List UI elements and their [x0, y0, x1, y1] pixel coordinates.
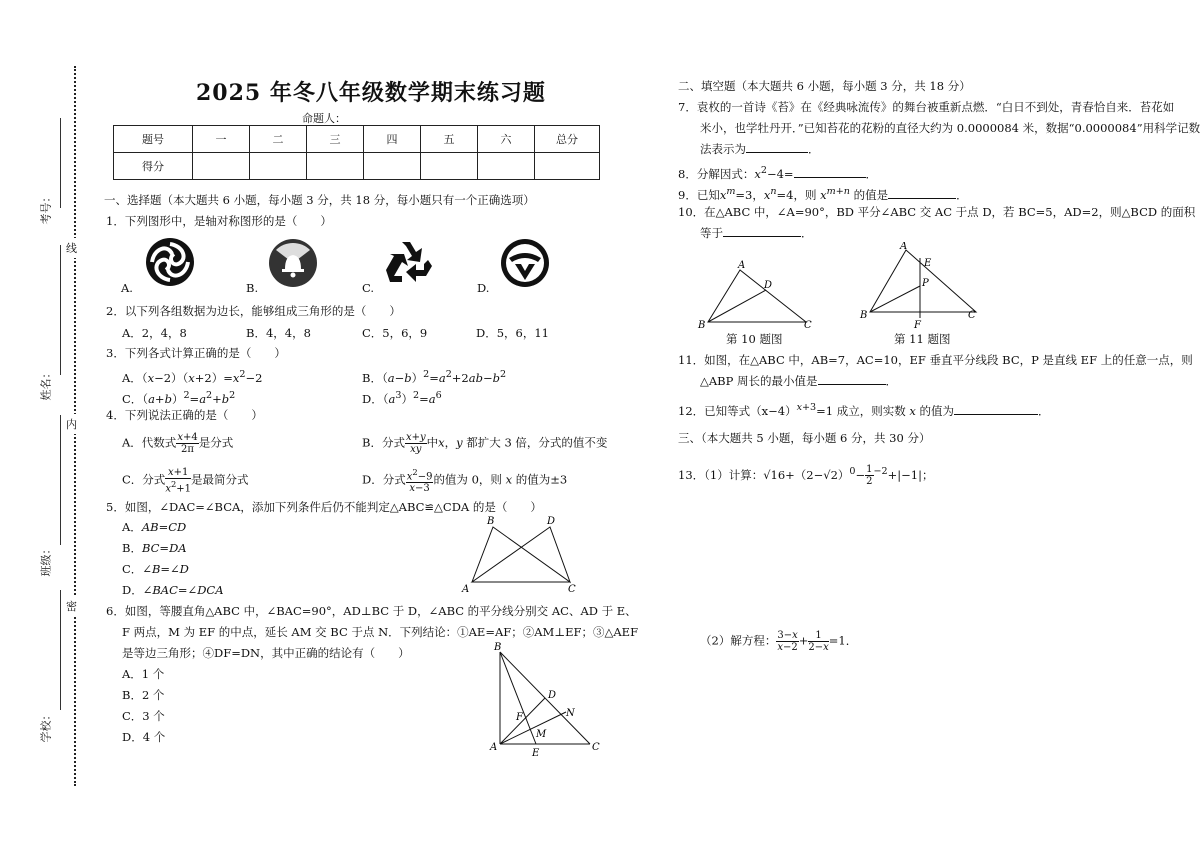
svg-text:A: A — [900, 242, 908, 252]
svg-text:N: N — [566, 708, 575, 719]
score-input-cell[interactable] — [193, 153, 250, 180]
q10-line2: 等于 ． — [700, 226, 813, 240]
q1-option-a: A. — [121, 281, 133, 295]
author-label: 命题人： — [302, 112, 346, 125]
q4-stem: 4．下列说法正确的是（ ） — [106, 408, 263, 422]
q11-figure — [856, 242, 986, 334]
q3-stem: 3．下列各式计算正确的是（ ） — [106, 346, 286, 360]
q5-option-d: D．∠BAC=∠DCA — [122, 583, 224, 597]
score-table-header-row — [114, 126, 600, 153]
svg-text:E: E — [532, 748, 540, 758]
q11-answer-blank[interactable] — [818, 374, 886, 385]
q9: 9．已知$x^m=3$，$x^n=4$，则 $x^{m+n}$ 的值是 ． — [678, 186, 968, 202]
swirl-logo-icon — [144, 236, 196, 288]
svg-text:M: M — [536, 729, 547, 740]
q6-figure — [486, 640, 606, 758]
score-table — [113, 125, 600, 180]
q5-option-a: A．AB=CD — [122, 520, 187, 534]
q6-option-b: B．2 个 — [122, 688, 165, 702]
q10-answer-blank[interactable] — [723, 226, 801, 237]
q1-option-b: B. — [246, 281, 259, 295]
q3-option-c: C．$(a+b)^2=a^2+b^2$ — [122, 390, 236, 406]
svg-text:A: A — [738, 260, 746, 271]
school-line — [60, 590, 61, 710]
q4-option-b: B．分式 $\frac{x+y}{xy}$ 中x，y 都扩大 3 倍，分式的值不变 — [362, 432, 608, 455]
class-label: 班级： — [39, 543, 52, 577]
svg-text:B: B — [494, 642, 502, 653]
score-input-cell[interactable] — [364, 153, 421, 180]
q7-line2: 米小，也学牡丹开．”已知苔花的花粉的直径大约为 0.0000084 米，数据“0.0000084”用科学记数 — [700, 121, 1200, 135]
svg-text:E: E — [924, 258, 932, 269]
score-cell: 总分 — [535, 126, 600, 153]
name-line — [60, 245, 61, 375]
svg-text:P: P — [922, 278, 929, 289]
q2-stem: 2．以下列各组数据为边长，能够组成三角形的是（ ） — [106, 304, 401, 318]
q3-option-b: B．$(a-b)^2=a^2+2ab-b^2$ — [362, 369, 507, 385]
q5-option-c: C．∠B=∠D — [122, 562, 189, 576]
seal-char-nei: 内 — [66, 414, 77, 434]
score-input-cell[interactable] — [478, 153, 535, 180]
svg-text:D: D — [764, 280, 773, 291]
q2-option-b: B．4，4，8 — [246, 326, 311, 340]
svg-text:B: B — [860, 310, 868, 321]
score-cell: 六 — [478, 126, 535, 153]
q2-option-d: D．5，6，11 — [476, 326, 549, 340]
q4-option-a: A．代数式 $\frac{x+4}{2\pi}$ 是分式 — [122, 432, 234, 455]
seal-char-xian: 线 — [66, 238, 77, 258]
q5-stem: 5．如图，∠DAC=∠BCA，添加下列条件后仍不能判定△ABC≌△CDA 的是（ ） — [106, 500, 542, 514]
q13-part1: 13．（1）计算：$√16+(2-√2)^0-$ $\frac{1}{2}$ $^{-2}$+|−1|； — [678, 464, 934, 488]
score-cell: 一 — [193, 126, 250, 153]
q1-option-d: D. — [477, 281, 490, 295]
score-input-cell[interactable] — [535, 153, 600, 180]
q11-line2: △ABP 周长的最小值是 ． — [700, 374, 897, 388]
q2-option-a: A．2，4，8 — [122, 326, 187, 340]
q6-option-a: A．1 个 — [122, 667, 165, 681]
q6-line2: F 两点，M 为 EF 的中点，延长 AM 交 BC 于点 N．下列结论：①AE=AF；②AM⊥EF；③△AEF — [122, 625, 639, 639]
svg-text:D: D — [547, 516, 556, 527]
svg-text:B: B — [487, 516, 495, 527]
q1-stem: 1．下列图形中，是轴对称图形的是（ ） — [106, 214, 332, 228]
q7-line1: 7．袁枚的一首诗《苔》在《经典咏流传》的舞台被重新点燃．“白日不到处，青春恰自来．苔花如 — [678, 100, 1175, 114]
q4-option-d: D．分式 $\frac{x^2-9}{x-3}$ 的值为 0，则 x 的值为±3 — [362, 467, 568, 495]
section1-heading: 一、选择题（本大题共 6 小题，每小题 3 分，共 18 分，每小题只有一个正确选项） — [104, 193, 535, 207]
exam-number-label: 考号： — [39, 191, 52, 225]
score-row-label: 得分 — [114, 153, 193, 180]
score-table-score-row — [114, 153, 600, 180]
q12-answer-blank[interactable] — [954, 404, 1038, 415]
fig10-caption: 第 10 题图 — [726, 332, 783, 346]
svg-text:F: F — [914, 320, 921, 331]
svg-text:C: C — [568, 584, 576, 594]
q4-option-c: C．分式 $\frac{x+1}{x^2+1}$ 是最简分式 — [122, 467, 249, 495]
section3-heading: 三、（本大题共 5 小题，每小题 6 分，共 30 分） — [678, 431, 931, 445]
svg-text:A: A — [462, 584, 470, 594]
q5-figure — [460, 512, 585, 594]
svg-text:C: C — [804, 320, 812, 330]
recycle-icon — [380, 236, 438, 288]
q3-option-a: A．$(x-2)(x+2)=x^2-2$ — [122, 369, 263, 385]
svg-text:B: B — [698, 320, 706, 330]
svg-text:F: F — [516, 712, 523, 723]
svg-text:D: D — [548, 690, 557, 701]
section2-heading: 二、填空题（本大题共 6 小题，每小题 3 分，共 18 分） — [678, 79, 971, 93]
score-cell: 题号 — [114, 126, 193, 153]
school-label: 学校： — [39, 709, 52, 743]
q12: 12．已知等式$(x-4)^{x+3}=1$ 成立，则实数 x 的值为 ． — [678, 402, 1050, 418]
shield-logo-icon — [498, 236, 552, 290]
exam-title: 2025 年冬八年级数学期末练习题 — [196, 80, 546, 106]
q8: 8．分解因式：$x^2-4=$ ． — [678, 165, 878, 181]
q6-option-d: D．4 个 — [122, 730, 166, 744]
name-label: 姓名： — [39, 367, 52, 401]
score-cell: 三 — [307, 126, 364, 153]
fig11-caption: 第 11 题图 — [894, 332, 951, 346]
q6-line3: 是等边三角形；④DF=DN，其中正确的结论有（ ） — [122, 646, 410, 660]
exam-number-line — [60, 118, 61, 208]
q9-answer-blank[interactable] — [888, 188, 956, 199]
q1-option-c: C. — [362, 281, 375, 295]
q13-part2: （2）解方程： $\frac{3-x}{x-2}$ + $\frac{1}{2-x}$ =1． — [700, 630, 858, 653]
bell-logo-icon — [266, 236, 320, 290]
q6-line1: 6．如图，等腰直角△ABC 中，∠BAC=90°，AD⊥BC 于 D，∠ABC 的平分线分别交 AC、AD 于 E、 — [106, 604, 637, 618]
score-input-cell[interactable] — [250, 153, 307, 180]
score-cell: 五 — [421, 126, 478, 153]
q8-answer-blank[interactable] — [794, 167, 866, 178]
class-line — [60, 415, 61, 545]
q7-line3: 法表示为 ． — [700, 142, 820, 156]
svg-text:C: C — [592, 742, 600, 753]
score-cell: 四 — [364, 126, 421, 153]
q7-answer-blank[interactable] — [746, 142, 808, 153]
q2-option-c: C．5，6，9 — [362, 326, 428, 340]
svg-text:C: C — [968, 310, 976, 321]
q11-line1: 11．如图，在△ABC 中，AB=7，AC=10，EF 垂直平分线段 BC，P 是直线 EF 上的任意一点，则 — [678, 353, 1193, 367]
q3-option-d: D．$(a^3)^2=a^6$ — [362, 390, 442, 406]
svg-text:A: A — [490, 742, 498, 753]
score-input-cell[interactable] — [421, 153, 478, 180]
q10-line1: 10．在△ABC 中，∠A=90°，BD 平分∠ABC 交 AC 于点 D，若 BC=5，AD=2，则△BCD 的面积 — [678, 205, 1196, 219]
q6-option-c: C．3 个 — [122, 709, 165, 723]
q10-figure — [696, 258, 816, 330]
q5-option-b: B．BC=DA — [122, 541, 187, 555]
score-input-cell[interactable] — [307, 153, 364, 180]
seal-char-mi: 密 — [66, 596, 77, 616]
score-cell: 二 — [250, 126, 307, 153]
